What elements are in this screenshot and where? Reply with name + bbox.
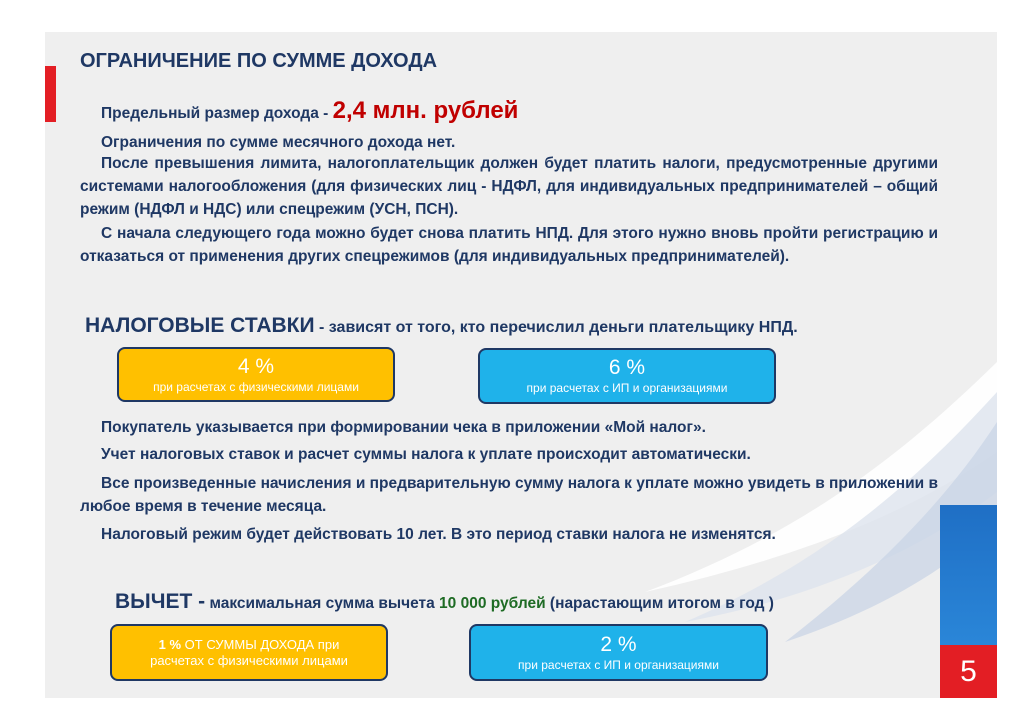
deduction-heading: ВЫЧЕТ -	[115, 590, 206, 613]
deduction-box-individuals	[110, 624, 388, 681]
note-auto: Учет налоговых ставок и расчет суммы налога к уплате происходит автоматически.	[101, 446, 751, 463]
income-limit-label: Предельный размер дохода -	[101, 105, 333, 122]
rate-box-individuals	[117, 347, 395, 402]
rates-heading: НАЛОГОВЫЕ СТАВКИ	[85, 314, 315, 337]
note-regime: Налоговый режим будет действовать 10 лет. В это период ставки налога не изменятся.	[101, 526, 776, 543]
deduction-companies-value: 2 %	[600, 632, 637, 656]
rate-companies-value: 6 %	[608, 356, 646, 379]
rate-individuals-value: 4 %	[237, 354, 275, 378]
income-limit-value: 2,4 млн. рублей	[332, 97, 519, 124]
page-title: ОГРАНИЧЕНИЕ ПО СУММЕ ДОХОДА	[80, 50, 438, 72]
deduction-individuals-top	[159, 637, 340, 653]
deduction-line	[115, 590, 774, 615]
red-accent-bar	[45, 66, 56, 122]
deduction-individuals-value: 1 %	[158, 636, 182, 652]
rate-box-companies	[478, 348, 776, 404]
deduction-box-companies	[469, 624, 768, 681]
deduction-individuals-rest: ОТ СУММЫ ДОХОДА при	[181, 636, 340, 652]
note-buyer: Покупатель указывается при формировании чека в приложении «Мой налог».	[101, 419, 706, 436]
deduction-individuals-caption: расчетах с физическими лицами	[150, 652, 348, 668]
deduction-text: максимальная сумма вычета	[205, 595, 440, 612]
after-limit-paragraph: После превышения лимита, налогоплательщик должен будет платить налоги, предусмотренные другими системами налогообложения (для физических лиц - НДФЛ, для индивидуальных предпринимателей – общий режим (НДФЛ и НДС) или спецрежим (УСН, ПСН).	[80, 155, 938, 218]
deduction-companies-caption: при расчетах с ИП и организациями	[518, 657, 719, 672]
rate-individuals-caption: при расчетах с физическими лицами	[153, 379, 359, 394]
monthly-note: Ограничения по сумме месячного дохода нет.	[101, 134, 456, 151]
page-number: 5	[940, 645, 997, 698]
deduction-suffix: (нарастающим итогом в год )	[545, 595, 774, 612]
next-year-paragraph: С начала следующего года можно будет снова платить НПД. Для этого нужно вновь пройти регистрацию и отказаться от применения других спецрежимов (для индивидуальных предпринимателей).	[80, 225, 938, 265]
rates-heading-suffix: - зависят от того, кто перечислил деньги плательщику НПД.	[314, 319, 798, 336]
deduction-amount: 10 000 рублей	[439, 595, 546, 612]
income-limit-line	[101, 99, 518, 125]
rate-companies-caption: при расчетах с ИП и организациями	[526, 381, 728, 395]
note-accruals: Все произведенные начисления и предварительную сумму налога к уплате можно увидеть в приложении в любое время в течение месяца.	[80, 475, 938, 515]
rates-heading-line	[85, 314, 798, 339]
right-accent-bar	[940, 505, 997, 645]
